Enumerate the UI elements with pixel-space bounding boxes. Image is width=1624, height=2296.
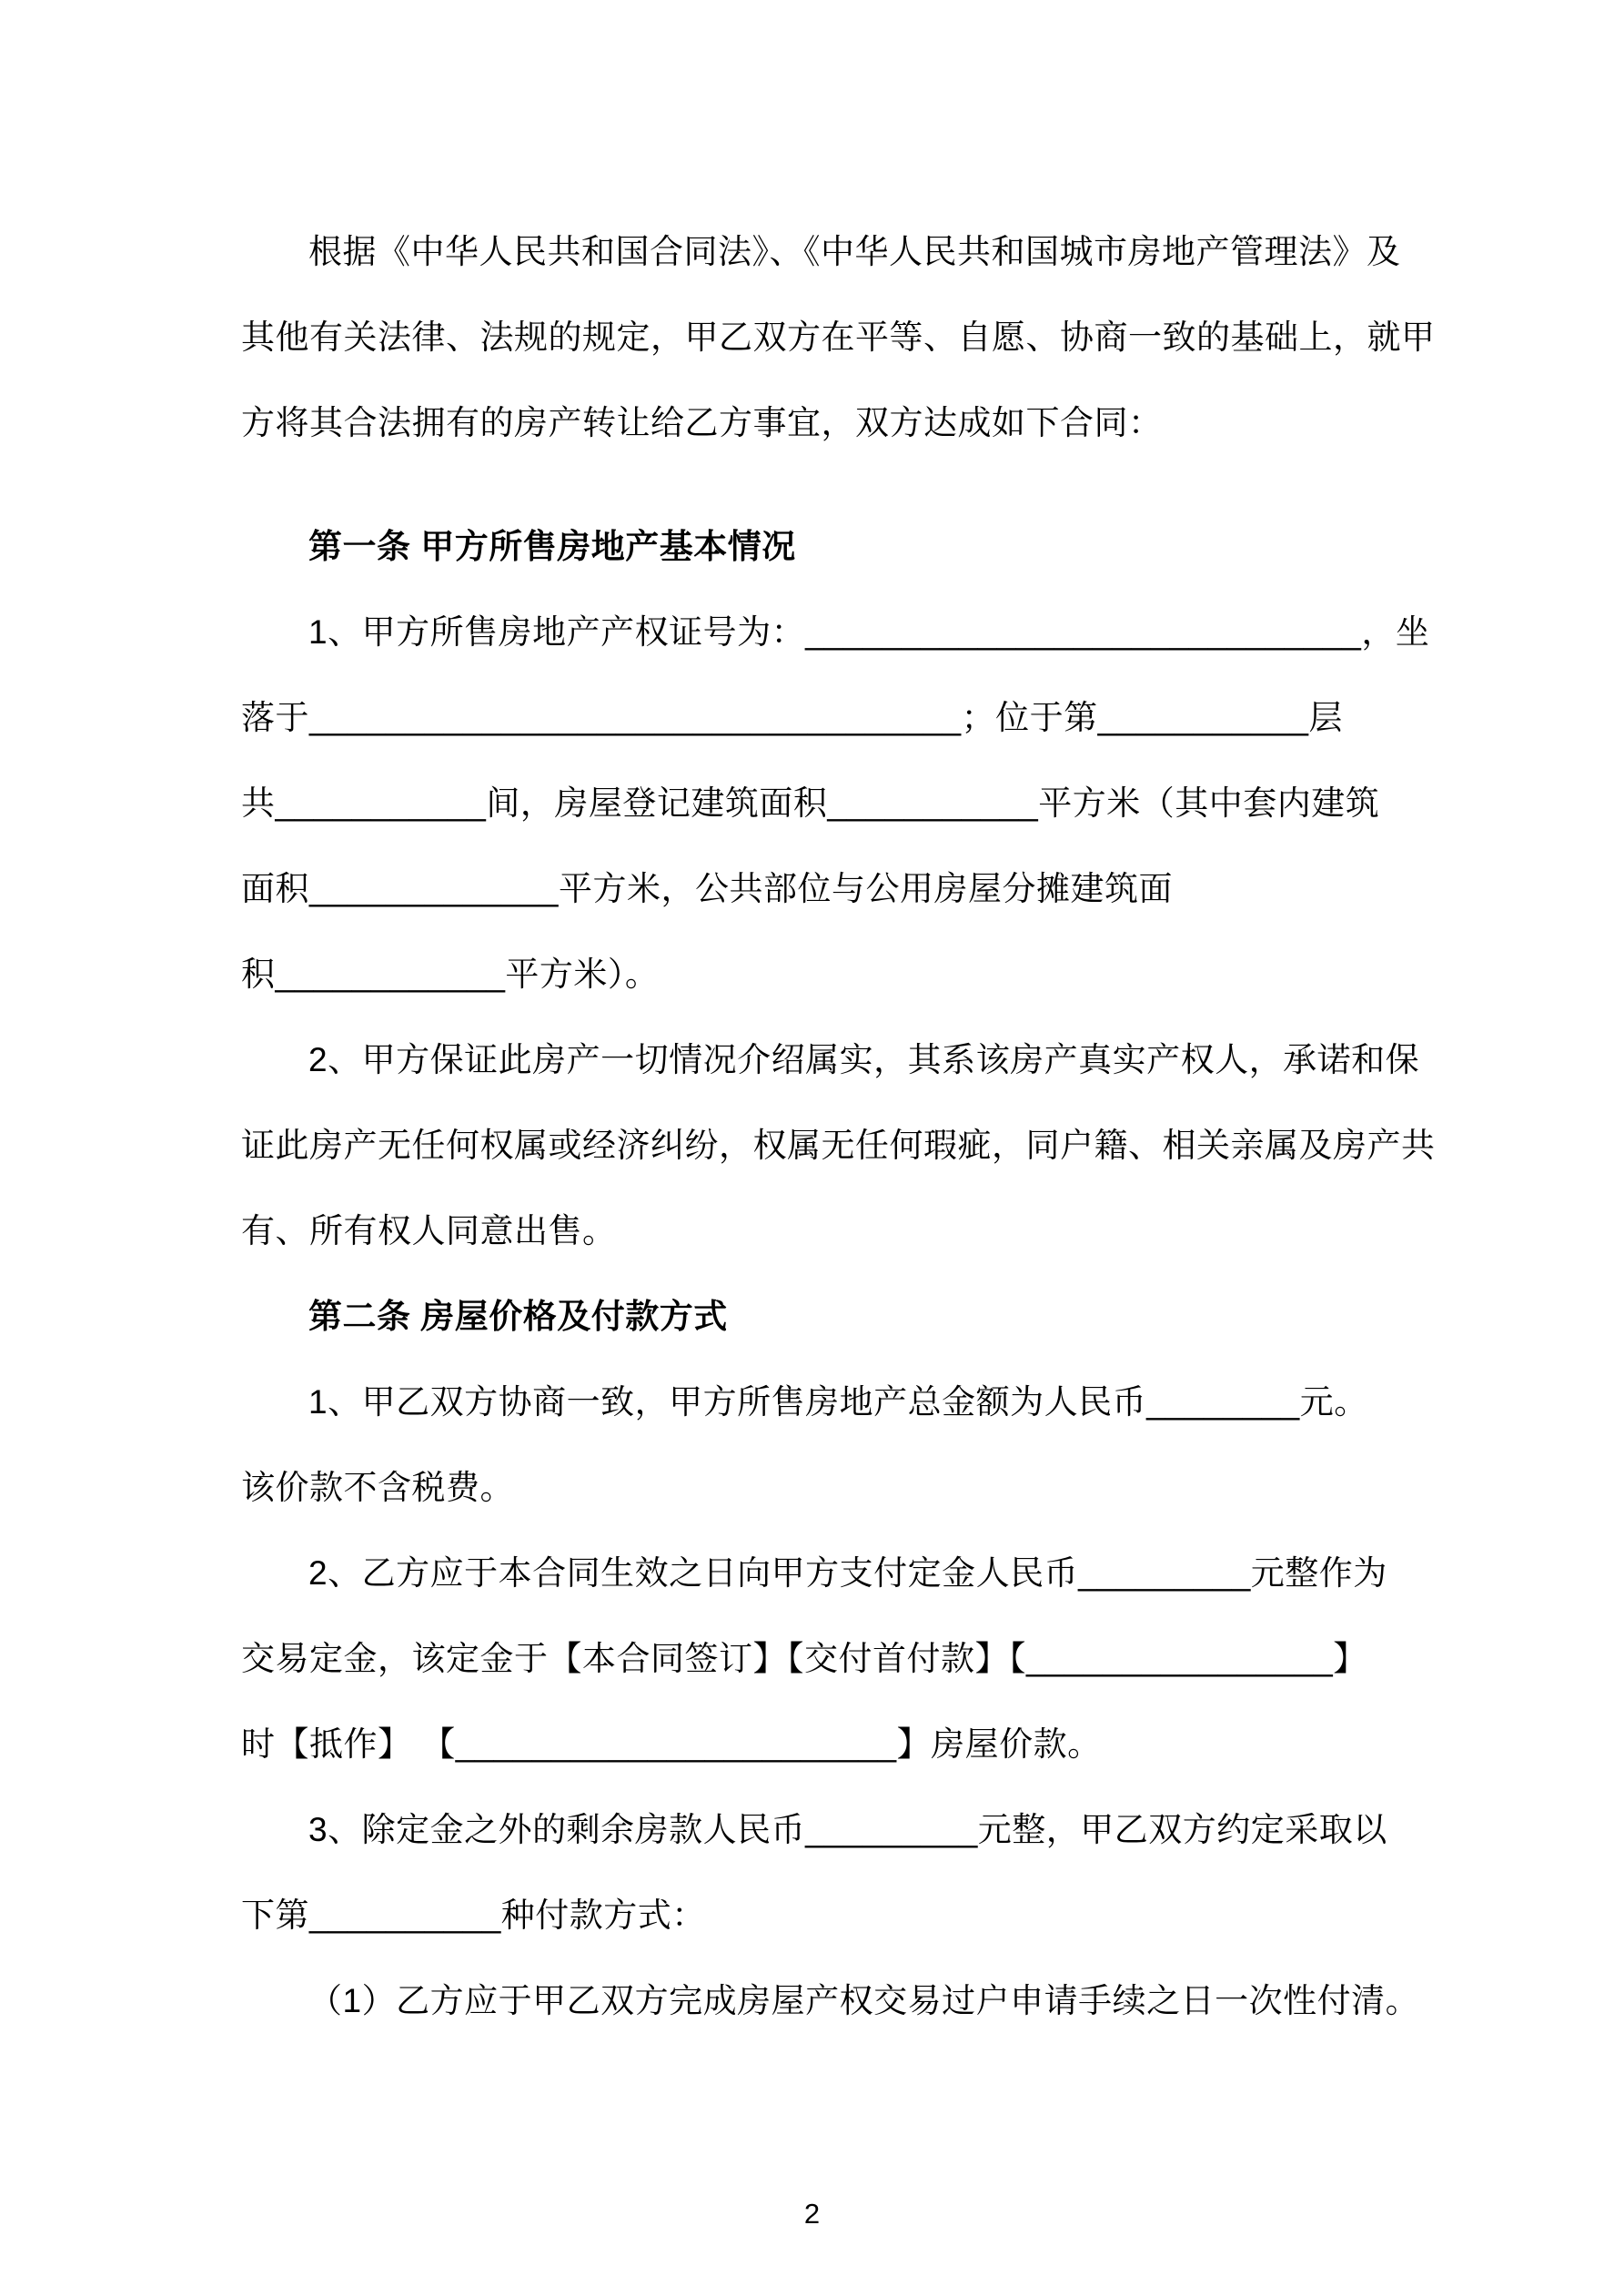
page-number: 2: [803, 2198, 821, 2230]
contract-body: [241, 209, 1436, 2044]
article-2-clause-2-line-1: 2、乙方应于本合同生效之日向甲方支付定金人民币_________元整作为: [308, 1554, 1387, 1592]
article-1-clause-2-line-2: 证此房产无任何权属或经济纠纷，权属无任何瑕疵，同户籍、相关亲属及房产共: [241, 1127, 1436, 1164]
article-1-clause-1-line-4: 面积_____________平方米，公共部位与公用房屋分摊建筑面: [241, 870, 1174, 907]
article-2-clause-3-line-1: 3、除定金之外的剩余房款人民币_________元整，甲乙双方约定采取以: [308, 1811, 1387, 1848]
article-2-clause-3-item-1: （1）乙方应于甲乙双方完成房屋产权交易过户申请手续之日一次性付清。: [308, 1982, 1420, 2019]
article-1-clause-2-line-3: 有、所有权人同意出售。: [241, 1212, 617, 1249]
article-1-clause-1-line-3: 共___________间，房屋登记建筑面积___________平方米（其中套内建筑: [241, 784, 1380, 822]
article-2-clause-2-line-2: 交易定金，该定金于【本合同签订】【交付首付款】【________________】: [241, 1640, 1367, 1677]
article-2-clause-2-line-3: 时【抵作】 【_______________________】房屋价款。: [241, 1725, 1102, 1763]
article-1-clause-1-line-2: 落于__________________________________；位于第___________层: [241, 699, 1343, 736]
article-1-clause-1-line-1: 1、甲方所售房地产产权证号为：_____________________________，坐: [308, 613, 1430, 651]
preamble-line-2: 其他有关法律、法规的规定，甲乙双方在平等、自愿、协商一致的基础上，就甲: [241, 319, 1436, 356]
article-1-clause-1-line-5: 积____________平方米）。: [241, 956, 660, 993]
preamble-line-3: 方将其合法拥有的房产转让给乙方事宜，双方达成如下合同：: [241, 404, 1163, 441]
preamble-line-1: 根据《中华人民共和国合同法》、《中华人民共和国城市房地产管理法》及: [308, 233, 1401, 270]
article-2-heading: 第二条 房屋价格及付款方式: [308, 1298, 728, 1335]
article-2-clause-3-line-2: 下第__________种付款方式：: [241, 1896, 706, 1934]
article-1-clause-2-line-1: 2、甲方保证此房产一切情况介绍属实，其系该房产真实产权人，承诺和保: [308, 1041, 1420, 1078]
article-1-heading: 第一条 甲方所售房地产基本情况: [308, 528, 796, 565]
article-2-clause-1-line-1: 1、甲乙双方协商一致，甲方所售房地产总金额为人民币________元。: [308, 1383, 1368, 1421]
article-2-clause-1-line-2: 该价款不含税费。: [241, 1469, 514, 1506]
